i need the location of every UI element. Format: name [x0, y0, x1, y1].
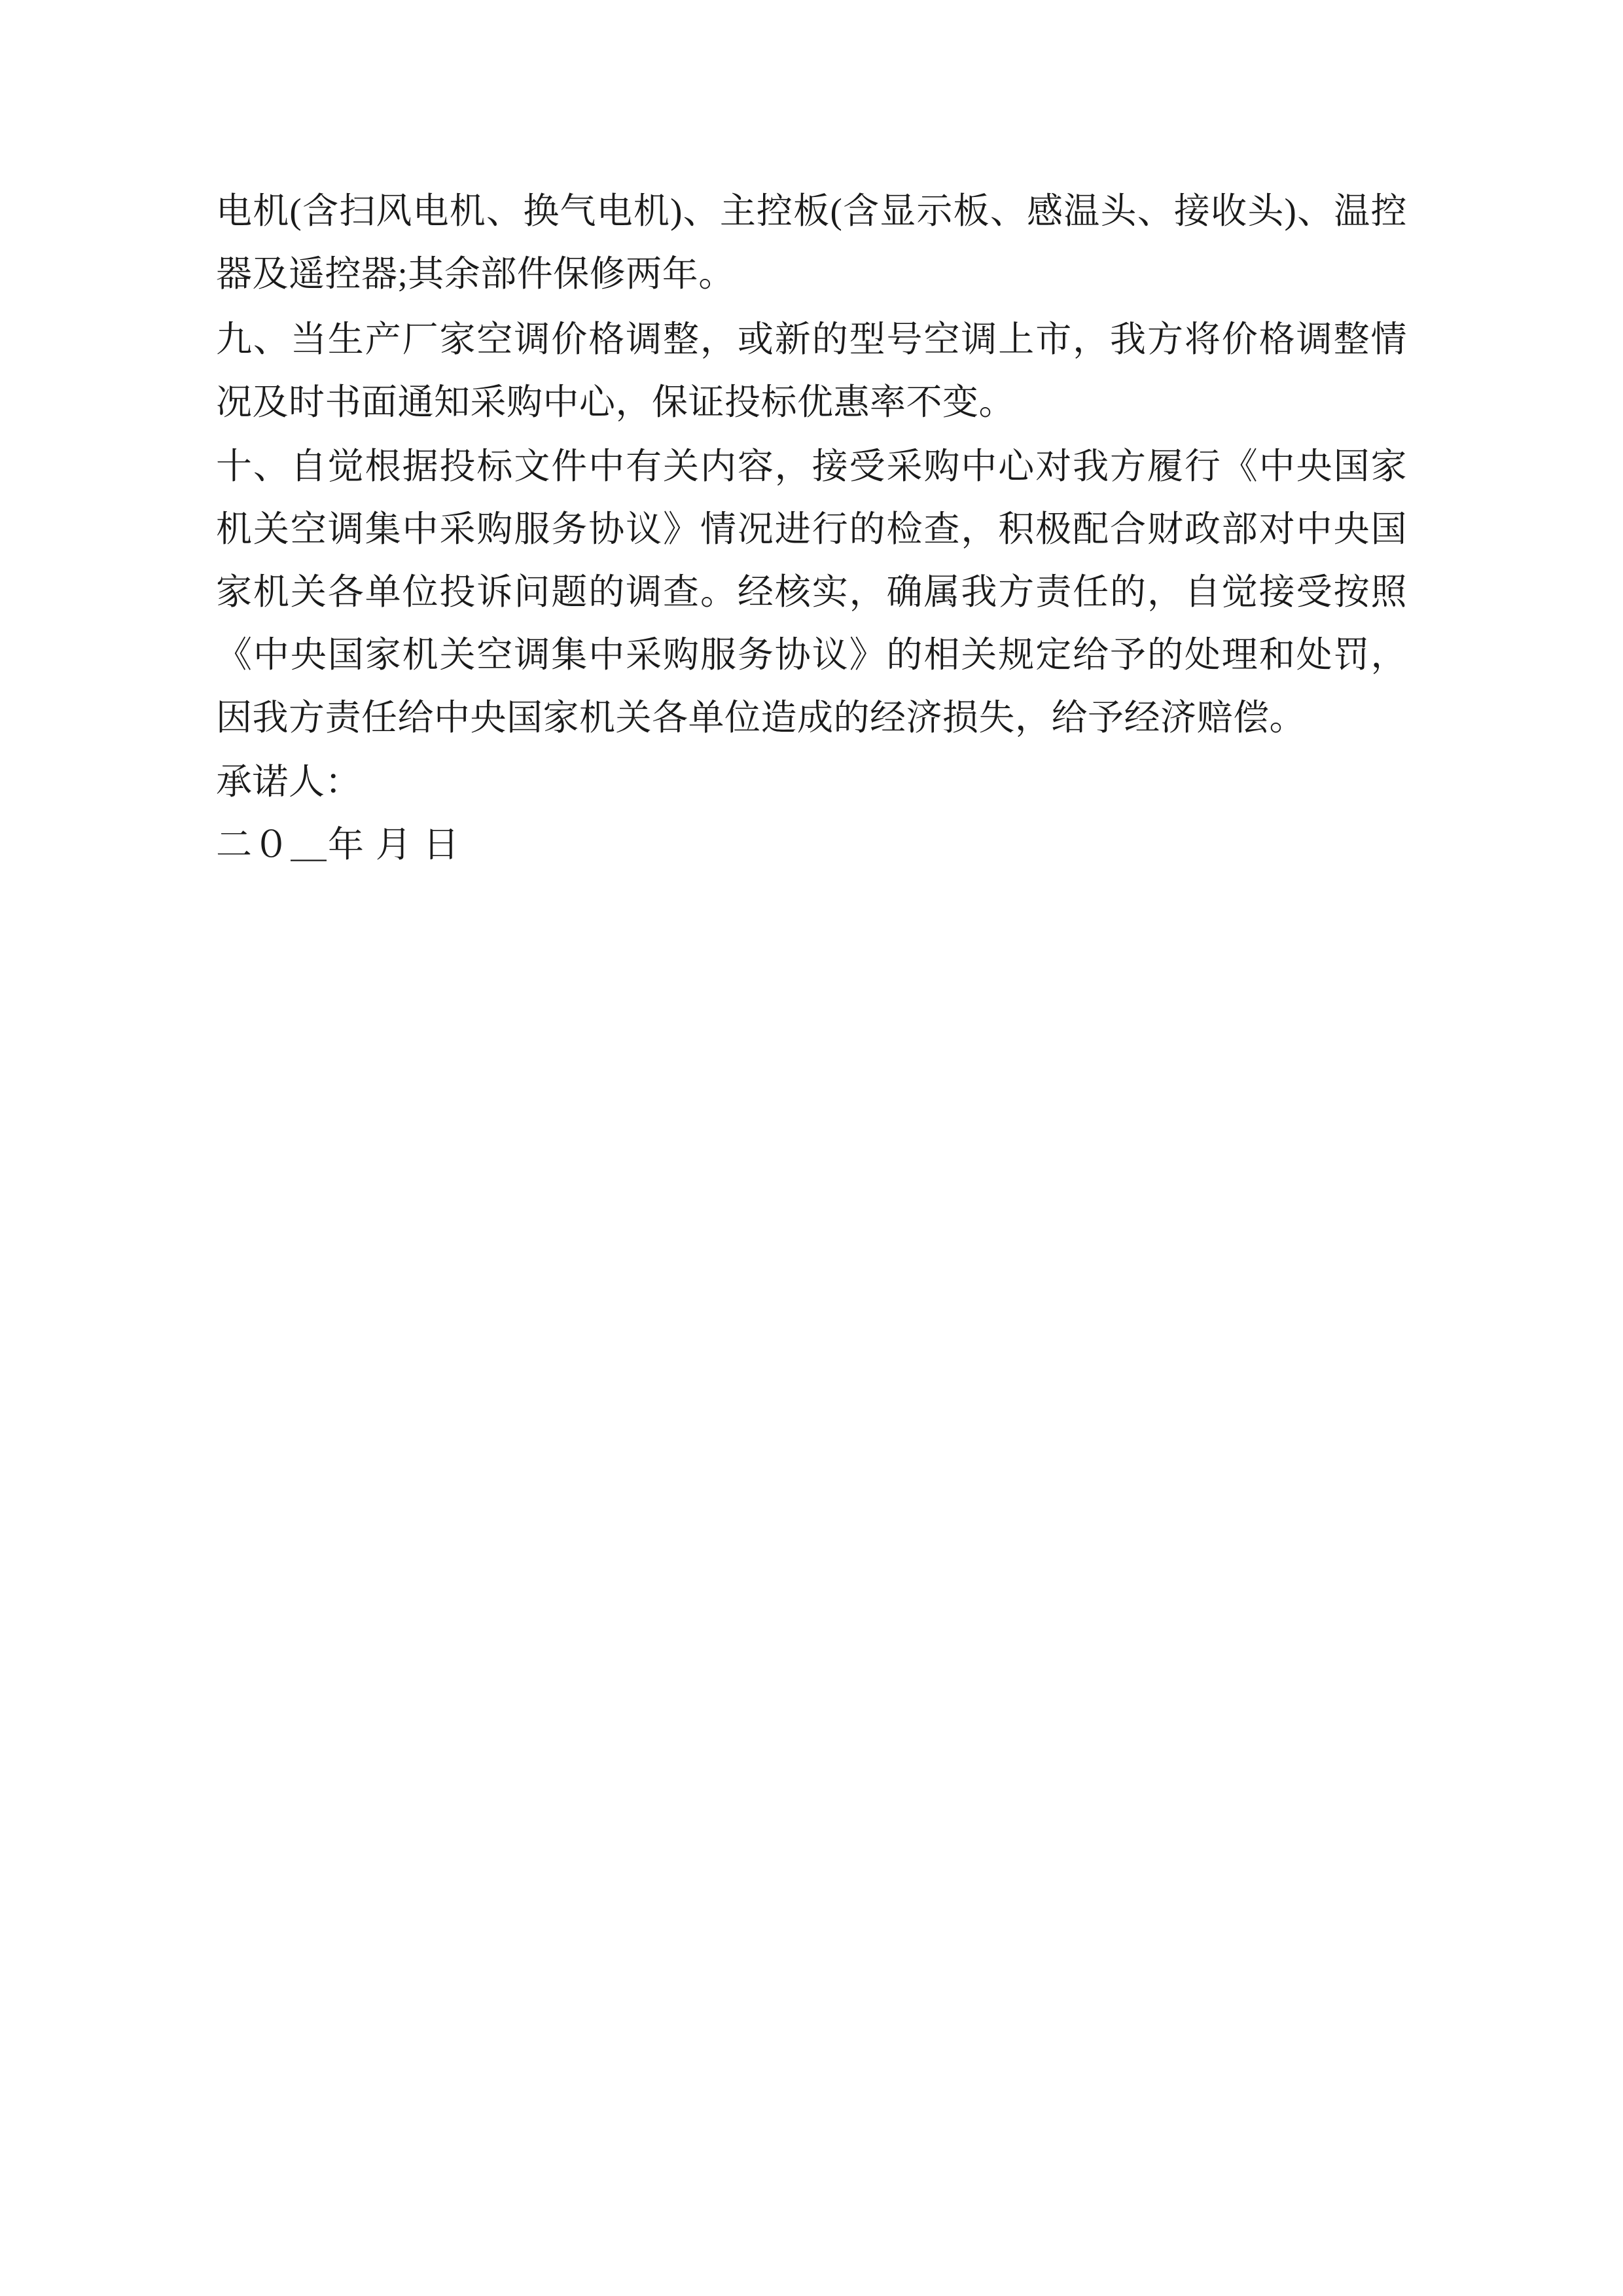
signature-label: 承诺人： — [216, 762, 362, 802]
document-body — [216, 180, 1407, 876]
date-line: 二０＿年 月 日 — [216, 825, 461, 865]
paragraph-warranty-continued: 电机(含扫风电机、换气电机)、主控板(含显示板、感温头、接收头)、温控器及遥控器;其余部件保修两年。 — [216, 191, 1407, 294]
paragraph-clause-ten: 十、自觉根据投标文件中有关内容，接受采购中心对我方履行《中央国家机关空调集中采购服务协议》情况进行的检查，积极配合财政部对中央国家机关各单位投诉问题的调查。经核实，确属我方责任的，自觉接受按照《中央国家机关空调集中采购服务协议》的相关规定给予的处理和处罚，因我方责任给中央国家机关各单位造成的经济损失，给予经济赔偿。 — [216, 446, 1407, 738]
paragraph-clause-nine: 九、当生产厂家空调价格调整，或新的型号空调上市，我方将价格调整情况及时书面通知采购中心，保证投标优惠率不变。 — [216, 319, 1407, 422]
